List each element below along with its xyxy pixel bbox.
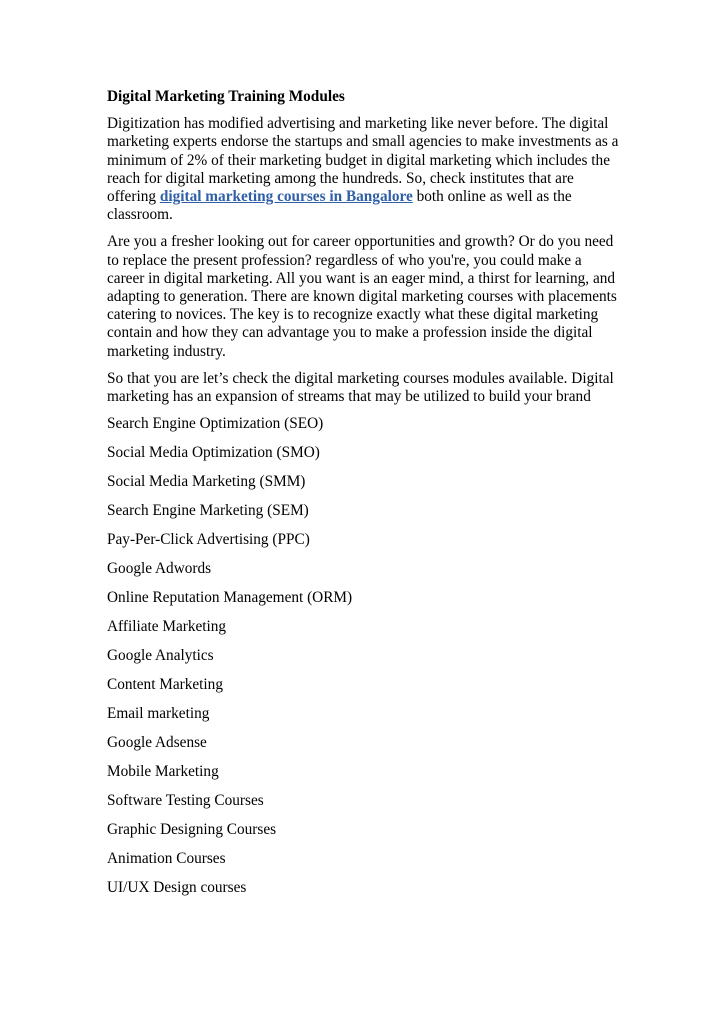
module-item: Online Reputation Management (ORM)	[107, 589, 353, 607]
modules-intro-paragraph: So that you are let’s check the digital marketing courses modules available. Digital marketing has an expansion of streams that may be utilized to build your brand	[107, 369, 614, 406]
modules-list	[107, 415, 619, 897]
module-item: Animation Courses	[107, 850, 226, 868]
module-item: UI/UX Design courses	[107, 879, 247, 897]
module-item: Email marketing	[107, 705, 210, 723]
document-title: Digital Marketing Training Modules	[107, 88, 345, 105]
module-item: Search Engine Optimization (SEO)	[107, 415, 324, 433]
module-item: Social Media Marketing (SMM)	[107, 473, 306, 491]
module-item: Graphic Designing Courses	[107, 821, 277, 839]
module-item: Mobile Marketing	[107, 763, 219, 781]
document-page	[107, 88, 619, 908]
module-item: Google Adwords	[107, 560, 212, 578]
module-item: Content Marketing	[107, 676, 223, 694]
module-item: Google Analytics	[107, 647, 214, 665]
module-item: Search Engine Marketing (SEM)	[107, 502, 309, 520]
intro-text-before-link: Digitization has modified advertising and marketing like never before. The digital marketing experts endorse the startups and small agencies to make investments as a minimum of 2% of their marketing budget in digital marketing which includes the reach for digital marketing among the hundreds. So, check institutes that are offering	[107, 115, 619, 206]
intro-text-after-link: both online as well as the classroom.	[107, 188, 572, 224]
module-item: Google Adsense	[107, 734, 207, 752]
intro-paragraph	[107, 115, 619, 224]
module-item: Social Media Optimization (SMO)	[107, 444, 320, 462]
module-item: Software Testing Courses	[107, 792, 264, 810]
module-item: Affiliate Marketing	[107, 618, 227, 636]
courses-link[interactable]: digital marketing courses in Bangalore	[159, 188, 413, 206]
career-paragraph: Are you a fresher looking out for career opportunities and growth? Or do you need to replace the present profession? regardless of who you're, you could make a career in digital marketing. All you want is an eager mind, a thirst for learning, and adapting to generation. There are known digital marketing courses with placements catering to novices. The key is to recognize exactly what these digital marketing contain and how they can advantage you to make a profession inside the digital marketing industry.	[107, 233, 617, 360]
module-item: Pay-Per-Click Advertising (PPC)	[107, 531, 310, 549]
